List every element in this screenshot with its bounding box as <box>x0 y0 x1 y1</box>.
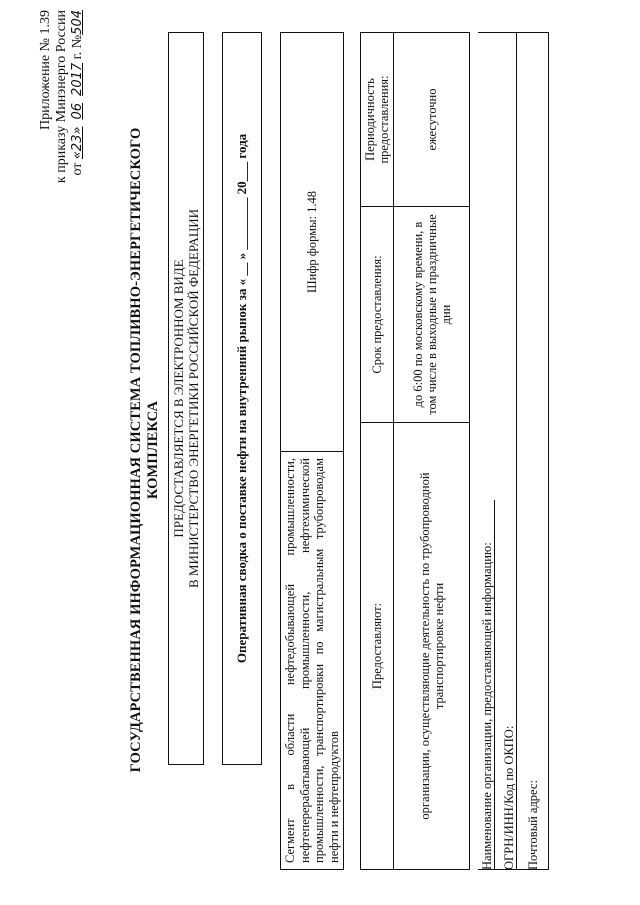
form-title-box <box>222 32 262 765</box>
org-address-label: Почтовый адрес: <box>526 780 540 870</box>
org-ids-underline <box>516 32 517 870</box>
appendix-year: 2017 <box>70 62 85 96</box>
cell-providers: организации, осуществляющие деятельность по трубопроводной транспортировке нефти <box>394 423 470 870</box>
table-header-row <box>361 33 394 870</box>
submission-box <box>168 32 204 765</box>
submission-cell <box>169 33 204 765</box>
header-providers: Предоставляют: <box>361 423 394 870</box>
header-frequency: Периодичность предоставления: <box>361 33 394 207</box>
appendix-number: 504 <box>70 10 85 35</box>
appendix-title: Приложение № 1.39 <box>38 10 53 130</box>
segment-text: Сегмент в области нефтедобывающей промышленности, нефтеперерабатывающей промышленности, нефтехимической промышленности, транспортировки по магистральным трубопроводам нефти и нефтепродуктов <box>281 452 344 870</box>
appendix-day: «23» <box>70 126 85 160</box>
form-title: Оперативная сводка о поставке нефти на внутренний рынок за « __ » ________ 20___ года <box>223 33 262 765</box>
table-row <box>394 33 470 870</box>
org-name-label: Наименование организации, предоставляющей информацию: <box>480 542 494 870</box>
appendix-order-ref: к приказу Минэнерго России <box>54 10 69 184</box>
cell-frequency: ежесуточно <box>394 33 470 207</box>
submission-line-1: ПРЕДОСТАВЛЯЕТСЯ В ЭЛЕКТРОННОМ ВИДЕ <box>171 259 186 538</box>
org-ids-label: ОГРН/ИНН/Код по ОКПО: <box>502 725 516 870</box>
schedule-table <box>360 32 470 870</box>
header-deadline: Срок предоставления: <box>361 207 394 423</box>
appendix-date-prefix: от <box>70 162 85 176</box>
appendix-year-suffix: г. <box>70 51 85 60</box>
organization-info-block <box>478 32 549 870</box>
appendix-month: 06 <box>70 102 85 120</box>
segment-box <box>280 32 344 870</box>
submission-line-2: В МИНИСТЕРСТВО ЭНЕРГЕТИКИ РОССИЙСКОЙ ФЕДЕРАЦИИ <box>186 209 201 588</box>
org-name-underline <box>494 500 495 870</box>
org-ids-line <box>502 32 516 870</box>
page-title: ГОСУДАРСТВЕННАЯ ИНФОРМАЦИОННАЯ СИСТЕМА ТОПЛИВНО-ЭНЕРГЕТИЧЕСКОГО КОМПЛЕКСА <box>128 127 161 773</box>
appendix-number-prefix: № <box>70 34 85 49</box>
org-name-line <box>480 32 494 870</box>
cell-deadline: до 6:00 по московскому времени, в том числе в выходные и праздничные дни <box>394 207 470 423</box>
form-code: Шифр формы: 1.48 <box>281 33 344 452</box>
appendix-header <box>38 10 86 183</box>
org-address-line <box>526 32 540 870</box>
appendix-date-line <box>70 10 86 183</box>
